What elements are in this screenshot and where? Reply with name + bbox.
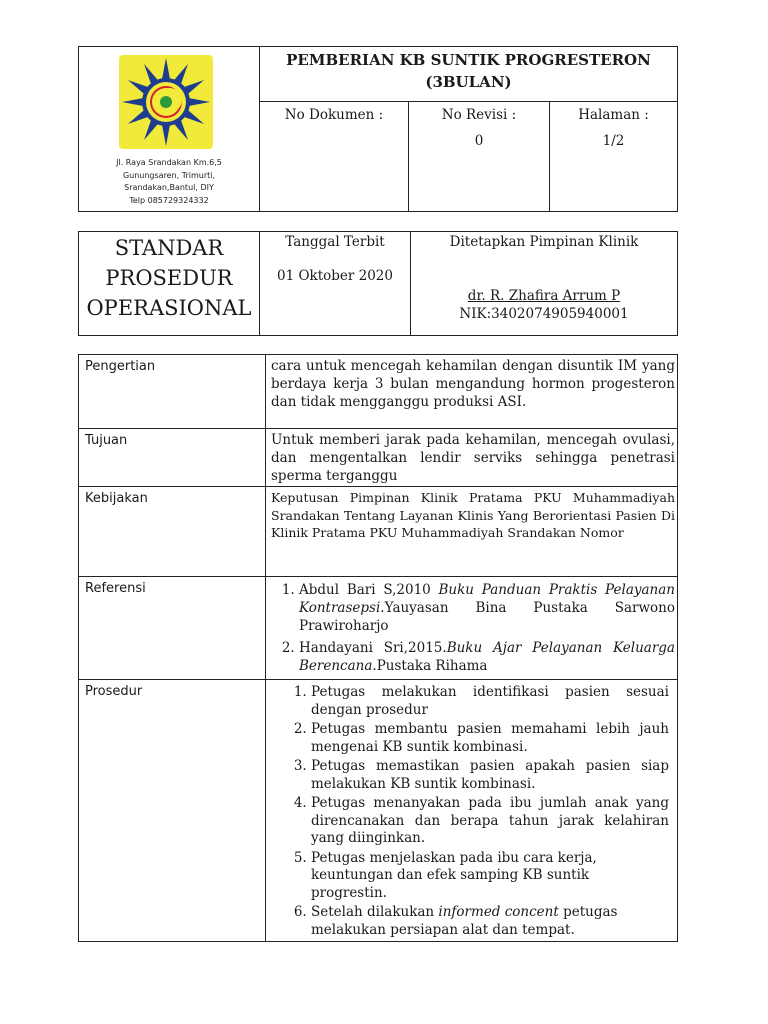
list-item: 1. Petugas melakukan identifikasi pasien sesuai dengan prosedur — [311, 684, 675, 719]
list-item: 4. Petugas menanyakan pada ibu jumlah anak yang direncanakan dan berapa tahun jarak kelahiran yang diinginkan. — [311, 795, 675, 848]
no-dokumen-label: No Dokumen : — [284, 107, 384, 124]
tanggal-terbit-label: Tanggal Terbit — [285, 234, 385, 250]
item-text: Setelah dilakukan — [311, 904, 439, 920]
table-row — [79, 355, 678, 429]
referensi-content — [266, 577, 678, 680]
table-row — [79, 429, 678, 487]
referensi-label: Referensi — [79, 577, 266, 680]
sun-emblem-icon — [119, 55, 213, 149]
pengesahan-cell — [411, 232, 678, 336]
item-text: petugas melakukan persiapan alat dan tempat. — [311, 904, 618, 938]
pengertian-text: cara untuk mencegah kehamilan dengan disuntik IM yang berdaya kerja 3 bulan mengandung hormon progesteron dan tidak mengganggu produksi ASI. — [266, 355, 678, 429]
clinic-logo — [119, 55, 213, 149]
ref-publisher: Yauyasan Bina Pustaka Sarwono Prawiroharjo — [299, 600, 675, 634]
prosedur-list — [271, 684, 675, 939]
list-item: 3. Petugas memastikan pasien apakah pasien siap melakukan KB suntik kombinasi. — [311, 758, 675, 793]
referensi-list — [271, 581, 675, 675]
kebijakan-label: Kebijakan — [79, 487, 266, 577]
address-phone: Telp 085729324332 — [129, 195, 209, 205]
title-line: (3BULAN) — [425, 73, 512, 91]
pengertian-label: Pengertian — [79, 355, 266, 429]
ref-author: Handayani Sri,2015. — [299, 640, 447, 656]
item-italic-text: informed concent — [438, 904, 559, 920]
address-line: Jl. Raya Srandakan Km.6,5 — [116, 158, 222, 167]
halaman-cell — [550, 102, 678, 212]
signer-nik: NIK:3402074905940001 — [459, 306, 629, 322]
sop-info-table — [78, 231, 678, 336]
kebijakan-text: Keputusan Pimpinan Klinik Pratama PKU Muhammadiyah Srandakan Tentang Layanan Klinis Yang Berorientasi Pasien Di Klinik Pratama PKU Muhammadiyah Srandakan Nomor — [266, 487, 678, 577]
tujuan-label: Tujuan — [79, 429, 266, 487]
list-item — [299, 581, 675, 635]
sop-heading-line: PROSEDUR — [105, 266, 233, 290]
clinic-address — [79, 157, 259, 207]
list-item — [299, 639, 675, 675]
list-item — [311, 904, 675, 939]
table-row — [79, 680, 678, 942]
address-line: Gunungsaren, Trimurti, — [122, 170, 216, 180]
list-item: 2. Petugas membantu pasien memahami lebih jauh mengenai KB suntik kombinasi. — [311, 721, 675, 756]
logo-cell — [79, 47, 260, 212]
prosedur-label: Prosedur — [79, 680, 266, 942]
document-header-table — [78, 46, 678, 212]
table-row — [79, 487, 678, 577]
table-row — [79, 577, 678, 680]
ref-book: Buku Ajar Pelayanan Keluarga Berencana. — [299, 640, 675, 674]
ref-book: Buku Panduan Praktis Pelayanan Kontrasepsi. — [299, 582, 675, 616]
ditetapkan-label: Ditetapkan Pimpinan Klinik — [449, 234, 639, 250]
list-item: 5. Petugas menjelaskan pada ibu cara kerja, keuntungan dan efek samping KB suntik progrestin. — [311, 850, 675, 903]
address-line: Srandakan,Bantul, DIY — [124, 183, 214, 192]
sop-heading-line: OPERASIONAL — [86, 296, 252, 320]
no-revisi-cell — [409, 102, 550, 212]
no-dokumen-cell — [260, 102, 409, 212]
halaman-label: Halaman : — [578, 107, 649, 124]
sop-heading-line: STANDAR — [114, 236, 224, 260]
signer-name: dr. R. Zhafira Arrum P — [467, 288, 621, 304]
ref-publisher: Pustaka Rihama — [376, 658, 488, 674]
document-title — [260, 47, 678, 102]
title-line: PEMBERIAN KB SUNTIK PROGRESTERON — [286, 51, 651, 69]
tanggal-terbit-value: 01 Oktober 2020 — [276, 268, 393, 284]
prosedur-content — [266, 680, 678, 942]
no-revisi-value: 0 — [474, 133, 484, 150]
sop-content-table — [78, 354, 678, 942]
sop-heading — [79, 232, 260, 336]
ref-author: Abdul Bari S,2010 — [299, 582, 439, 598]
halaman-value: 1/2 — [602, 133, 625, 150]
tujuan-text: Untuk memberi jarak pada kehamilan, mencegah ovulasi, dan mengentalkan lendir serviks sehingga penetrasi sperma terganggu — [266, 429, 678, 487]
tanggal-terbit-cell — [260, 232, 411, 336]
no-revisi-label: No Revisi : — [441, 107, 517, 124]
